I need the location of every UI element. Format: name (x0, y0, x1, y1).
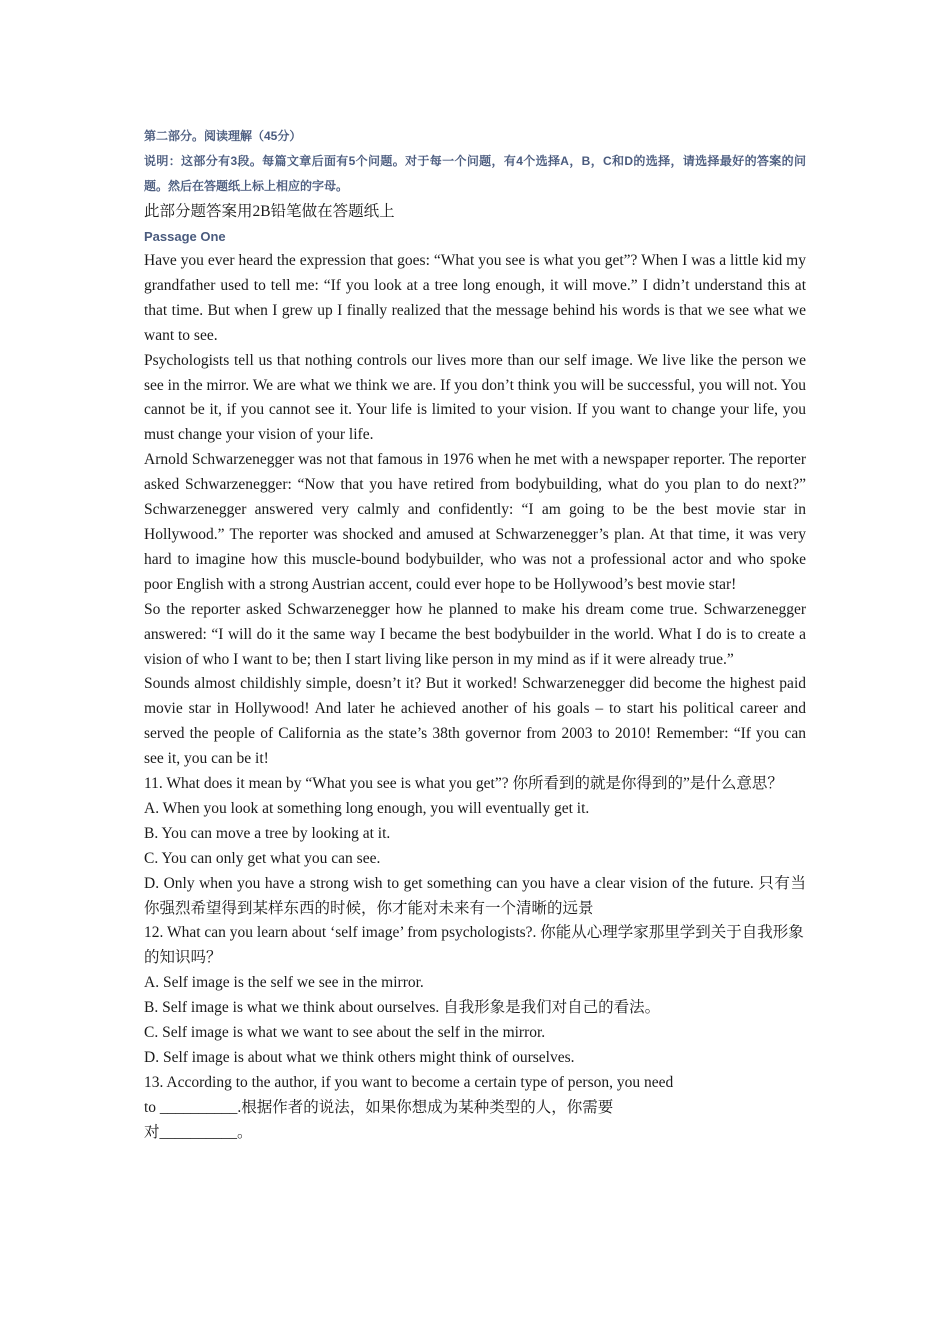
passage-title: Passage One (144, 229, 226, 244)
answer-note: 此部分题答案用2B铅笔做在答题纸上 (144, 203, 395, 220)
question-11-option-a: A. When you look at something long enough, you will eventually get it. (144, 799, 590, 817)
question-12-option-b: B. Self image is what we think about ourselves. 自我形象是我们对自己的看法。 (144, 999, 661, 1017)
question-11-option-c: C. You can only get what you can see. (144, 849, 381, 867)
question-11-option-d: D. Only when you have a strong wish to get something can you have a clear vision of the future. 只有当你强烈希望得到某样东西的时候，你才能对未来有一个清晰的远景 (144, 874, 806, 917)
passage-paragraph-5: Sounds almost childishly simple, doesn’t it? But it worked! Schwarzenegger did become the highest paid movie star in Hollywood! And later he achieved another of his goals – to start his political career and served the people of California as the state’s 38th governor from 2003 to 2010! Remember: “If you can see it, you can be it! (144, 675, 806, 768)
passage-paragraph-3: Arnold Schwarzenegger was not that famous in 1976 when he met with a newspaper reporter. The reporter asked Schwarzenegger: “Now that you have retired from bodybuilding, what do you plan to do next?” Schwarzenegger answered very calmly and confidently: “I am going to be the best movie star in Hollywood.” The reporter was shocked and amused at Schwarzenegger’s plan. At that time, it was very hard to imagine how this muscle-bound bodybuilder, who was not a professional actor and who spoke poor English with a strong Austrian accent, could ever hope to be Hollywood’s best movie star! (144, 451, 806, 593)
document-page (144, 124, 806, 1146)
question-13-line-3: 对__________。 (144, 1123, 253, 1141)
question-11-option-b: B. You can move a tree by looking at it. (144, 824, 391, 842)
question-12-stem: 12. What can you learn about ‘self image’ from psychologists?. 你能从心理学家那里学到关于自我形象的知识吗？ (144, 924, 804, 967)
section-instructions: 说明：这部分有3段。每篇文章后面有5个问题。对于每一个问题，有4个选择A，B，C和D的选择，请选择最好的答案的问题。然后在答题纸上标上相应的字母。 (144, 154, 806, 193)
question-13-line-2: to __________.根据作者的说法，如果你想成为某种类型的人，你需要 (144, 1098, 614, 1116)
passage-paragraph-2: Psychologists tell us that nothing controls our lives more than our self image. We live like the person we see in the mirror. We are what we think we are. If you don’t think you will be successful, you will not. You cannot be it, if you cannot see it. Your life is limited to your vision. If you want to change your life, you must change your vision of your life. (144, 351, 806, 444)
question-13-line-1: 13. According to the author, if you want to become a certain type of person, you need (144, 1073, 674, 1091)
question-11-stem: 11. What does it mean by “What you see is what you get”? 你所看到的就是你得到的”是什么意思？ (144, 775, 783, 793)
question-12-option-d: D. Self image is about what we think others might think of ourselves. (144, 1049, 575, 1066)
question-12-option-c: C. Self image is what we want to see about the self in the mirror. (144, 1024, 546, 1042)
section-heading: 第二部分。阅读理解（45分） (144, 129, 302, 143)
question-12-option-a: A. Self image is the self we see in the mirror. (144, 974, 424, 992)
passage-paragraph-1: Have you ever heard the expression that goes: “What you see is what you get”? When I was a little kid my grandfather used to tell me: “If you look at a tree long enough, it will move.” I didn’t understand this at that time. But when I grew up I finally realized that the message behind his words is that we see what we want to see. (144, 252, 806, 344)
passage-paragraph-4: So the reporter asked Schwarzenegger how he planned to make his dream come true. Schwarzenegger answered: “I will do it the same way I became the best bodybuilder in the world. What I do is to create a vision of who I want to be; then I start living like person in my mind as if it were already true.” (144, 600, 806, 668)
